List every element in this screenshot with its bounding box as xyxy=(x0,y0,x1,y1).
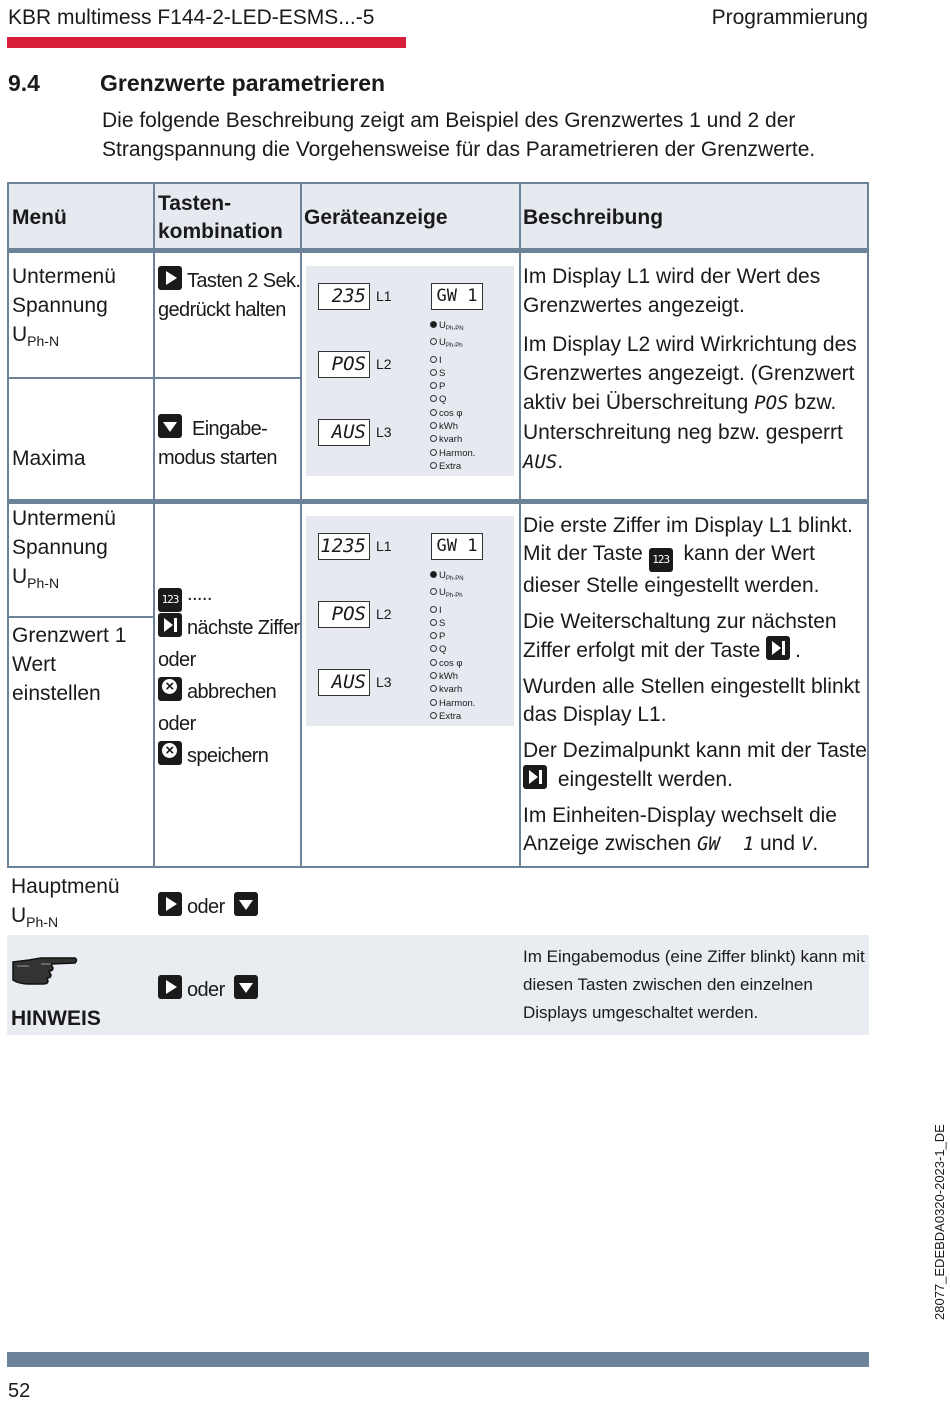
footer-bar xyxy=(7,1352,869,1367)
display-l2: POS xyxy=(318,601,370,628)
save-key-icon xyxy=(158,741,182,765)
document-title: KBR multimess F144-2-LED-ESMS...-5 xyxy=(8,6,375,29)
note-keys: oder xyxy=(158,975,263,1005)
row1-keys-start: Eingabe- modus starten xyxy=(158,414,277,473)
header-keys-1: Tasten- xyxy=(158,192,232,215)
right-key-icon xyxy=(158,266,182,290)
section-intro: Die folgende Beschreibung zeigt am Beispiel des Grenzwertes 1 und 2 der Strangspannung die Vorgehensweise für das Parametrieren der Grenzwerte. xyxy=(102,109,816,161)
row1-submenu: Untermenü Spannung $U_{Ph-N}$ xyxy=(12,265,116,349)
down-key-icon xyxy=(234,892,258,916)
next-digit-key-icon xyxy=(766,636,790,660)
header-description: Beschreibung xyxy=(523,206,664,229)
row1-description: Im Display L1 wird der Wert des Grenzwertes angezeigt. Im Display L2 wird Wirkrichtung des Grenzwertes angezeigt. (Grenzwert aktiv bei Überschreitung POS bzw. Unterschreitung neg bzw. gesperrt AUS. xyxy=(523,265,857,473)
main-menu-label: Hauptmenü $U_{Ph-N}$ xyxy=(11,875,120,930)
note-title: HINWEIS xyxy=(11,1007,101,1030)
display-l2: POS xyxy=(318,351,370,378)
cancel-key-icon xyxy=(158,677,182,701)
next-digit-key-icon xyxy=(523,765,547,789)
down-key-icon xyxy=(158,414,182,438)
down-key-icon xyxy=(234,975,258,999)
document-code: 28077_EDEBDA0320-2023-1_DE xyxy=(932,1124,947,1320)
display-l3: AUS xyxy=(318,419,370,446)
right-key-icon xyxy=(158,975,182,999)
number-key-icon: 123 xyxy=(158,588,182,612)
parameter-table xyxy=(7,182,869,868)
unit-display: GW 1 xyxy=(431,283,483,310)
display-l1: 235 xyxy=(318,283,370,310)
row1-keys-hold: Tasten 2 Sek. gedrückt halten xyxy=(158,266,300,325)
page-number: 52 xyxy=(8,1380,31,1402)
row2-submenu: Untermenü Spannung $U_{Ph-N}$ xyxy=(12,507,116,591)
section-number: 9.4 xyxy=(8,70,40,96)
device-display-1: 235 L1 POS L2 AUS L3 GW 1 $U_{Ph-PN}$ $U_{Ph-Ph}$ I S P Q cos φ kWh kvarh Harmon. Extra xyxy=(306,266,514,476)
indicator-list: $U_{Ph-PN}$ $U_{Ph-Ph}$ I S P Q cos φ kWh kvarh Harmon. Extra xyxy=(430,319,475,473)
indicator-list: $U_{Ph-PN}$ $U_{Ph-Ph}$ I S P Q cos φ kWh kvarh Harmon. Extra xyxy=(430,569,475,723)
row2-keys: 123 ..... nächste Ziffer oder ×abbrechen oder ×speichern xyxy=(158,578,299,772)
display-l3: AUS xyxy=(318,669,370,696)
pointing-hand-icon xyxy=(11,954,79,988)
unit-display: GW 1 xyxy=(431,533,483,560)
header-accent-bar xyxy=(7,37,406,48)
row1-maxima: Maxima xyxy=(12,447,86,470)
section-title: Grenzwerte parametrieren xyxy=(100,70,386,96)
header-keys-2: kombination xyxy=(158,220,283,243)
main-menu-keys: oder xyxy=(158,892,263,922)
device-display-2: 1235 L1 POS L2 AUS L3 GW 1 $U_{Ph-PN}$ $U_{Ph-Ph}$ I S P Q cos φ kWh kvarh Harmon. Extra xyxy=(306,516,514,726)
note-text: Im Eingabemodus (eine Ziffer blinkt) kann mit diesen Tasten zwischen den einzelnen Displays umgeschaltet werden. xyxy=(523,947,865,1022)
display-l1: 1235 xyxy=(318,533,370,560)
header-menu: Menü xyxy=(12,206,67,229)
next-digit-key-icon xyxy=(158,613,182,637)
header-display: Geräteanzeige xyxy=(304,206,448,229)
right-key-icon xyxy=(158,892,182,916)
chapter-title: Programmierung xyxy=(711,6,868,29)
number-key-icon: 123 xyxy=(649,548,673,572)
row2-description: Die erste Ziffer im Display L1 blinkt. Mit der Taste 123 kann der Wert dieser Stelle eingestellt werden. Die Weiterschaltung zur nächsten Ziffer erfolgt mit der Taste . Wurden alle Stellen eingestellt blinkt das Display L1. Der Dezimalpunkt kann mit der Taste eingestellt werden. Im Einheiten-Display wechselt die Anzeige zwischen GW 1 und V. xyxy=(523,514,867,855)
row2-limit-value: Grenzwert 1 Wert einstellen xyxy=(12,624,127,705)
